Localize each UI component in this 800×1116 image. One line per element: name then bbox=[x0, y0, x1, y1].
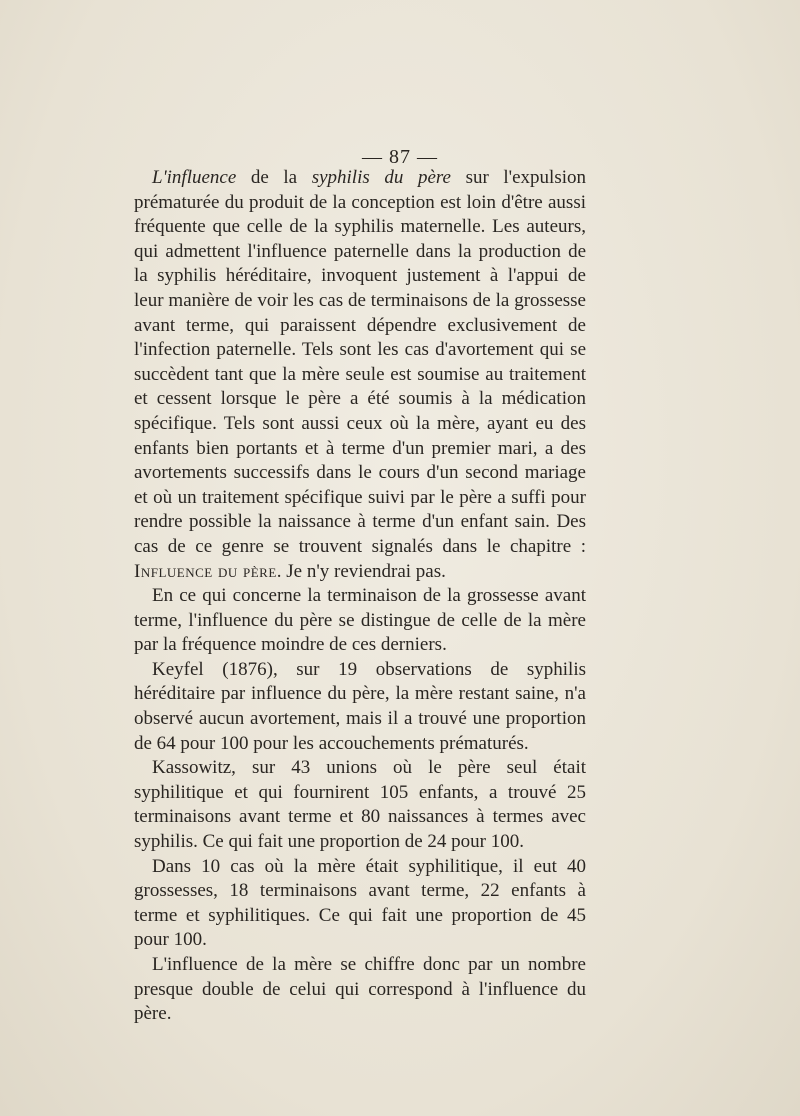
paragraph-4: Kassowitz, sur 43 unions où le père seul était syphilitique et qui fournirent 105 enfants, a trouvé 25 terminaisons avant terme et 80 naissances à termes avec syphilis. Ce qui fait une proportion de 24 pour 100. bbox=[134, 757, 586, 853]
paragraph-2: En ce qui concerne la terminaison de la grossesse avant terme, l'influence du père se distingue de celle de la mère par la fréquence moindre de ces derniers. bbox=[134, 585, 586, 656]
paragraph-5: Dans 10 cas où la mère était syphilitique, il eut 40 grossesses, 18 terminaisons avant terme, 22 enfants à terme et syphilitiques. Ce qui fait une proportion de 45 pour 100. bbox=[134, 855, 586, 951]
paragraph-1 bbox=[134, 166, 586, 584]
italic-influence: L'influence bbox=[152, 167, 237, 188]
page-body bbox=[134, 166, 586, 1027]
italic-syphilis-du-pere: syphilis du père bbox=[311, 167, 451, 188]
paragraph-6: L'influence de la mère se chiffre donc par un nombre presque double de celui qui correspond à l'influence du père. bbox=[134, 954, 586, 1025]
paragraph-text: de la bbox=[236, 167, 312, 188]
paragraph-text: . Je n'y reviendrai pas. bbox=[276, 560, 446, 582]
chapter-reference: Influence du père bbox=[134, 560, 277, 582]
paragraph-3: Keyfel (1876), sur 19 observations de syphilis héréditaire par influence du père, la mère restant saine, n'a observé aucun avortement, mais il a trouvé une proportion de 64 pour 100 pour les accouchements prématurés. bbox=[134, 658, 586, 754]
page-number: — 87 — bbox=[362, 146, 438, 168]
paragraph-text: sur l'expulsion prématurée du produit de la conception est loin d'être aussi fréquente que celle de la syphilis maternelle. Les auteurs, qui admettent l'influence paternelle dans la production de la syphilis héréditaire, invoquent justement à l'appui de leur manière de voir les cas de terminaisons de la grossesse avant terme, qui paraissent dépendre exclusivement de l'infection paternelle. Tels sont les cas d'avortement qui se succèdent tant que la mère seule est soumise au traitement et cessent lorsque le père a été soumis à la médication spécifique. Tels sont aussi ceux où la mère, ayant eu des enfants bien portants et à terme d'un premier mari, a des avortements successifs dans le cours d'un second mariage et où un traitement spécifique suivi par le père a suffi pour rendre possible la naissance à terme d'un enfant sain. Des cas de ce genre se trouvent signalés dans le chapitre : bbox=[134, 167, 586, 557]
